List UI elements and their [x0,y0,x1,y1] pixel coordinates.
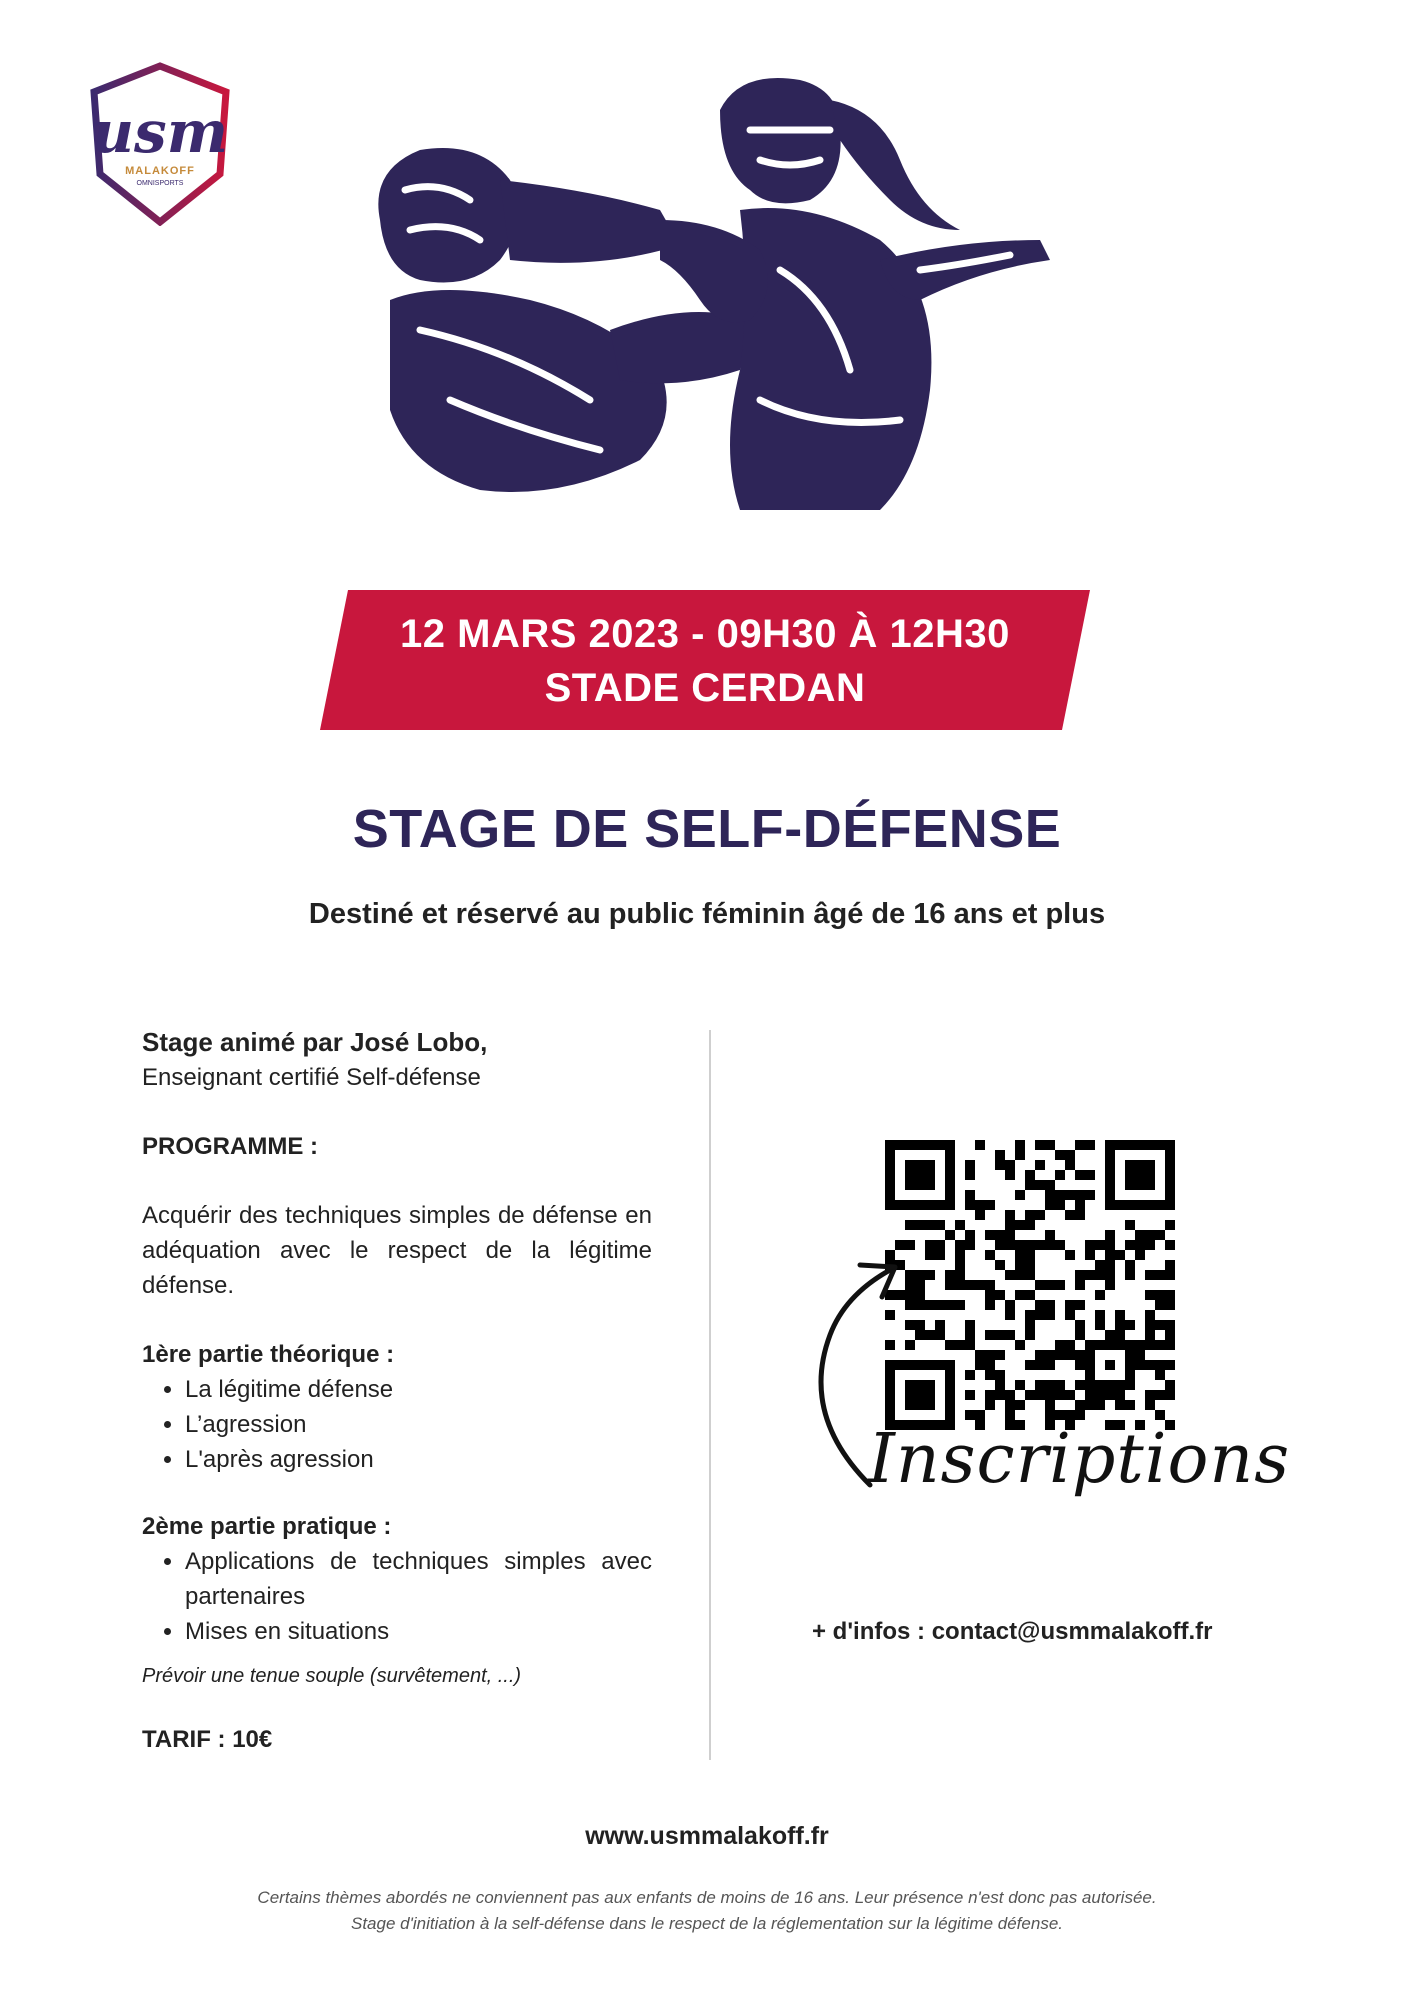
list-item: • Mises en situations [185,1614,652,1649]
programme-column [142,1025,652,1757]
part2-list [142,1544,652,1649]
list-item: • La légitime défense [185,1372,652,1407]
page-title: STAGE DE SELF-DÉFENSE [352,799,1062,859]
programme-label: PROGRAMME : [142,1133,318,1160]
list-item: • L'après agression [185,1442,652,1477]
inscriptions-label: Inscriptions [868,1420,1291,1499]
list-item: • L’agression [185,1407,652,1442]
registration-qr-code[interactable] [885,1140,1175,1430]
clothing-note: Prévoir une tenue souple (survêtement, ...) [142,1665,522,1687]
price: TARIF : 10€ [142,1726,273,1753]
disclaimer [0,1885,1414,1937]
banner-date: 12 MARS 2023 - 09H30 À 12H30 [400,612,1010,656]
date-location-banner [320,590,1090,730]
website-link[interactable]: www.usmmalakoff.fr [585,1822,829,1850]
disclaimer-line-2: Stage d'initiation à la self-défense dans le respect de la réglementation sur la légitime défense. [350,1914,1063,1933]
coach-heading: Stage animé par José Lobo, [142,1027,488,1057]
logo-text: usm [91,98,229,166]
part2-title: 2ème partie pratique : [142,1513,392,1540]
list-item: • Applications de techniques simples avec partenaires [185,1544,652,1614]
column-divider [709,1030,711,1760]
page-subtitle: Destiné et réservé au public féminin âgé de 16 ans et plus [308,898,1106,930]
self-defense-illustration [360,70,1080,540]
contact-info[interactable]: + d'infos : contact@usmmalakoff.fr [812,1618,1213,1645]
coach-role: Enseignant certifié Self-défense [142,1064,481,1091]
part1-list [142,1372,652,1477]
part1-title: 1ère partie théorique : [142,1341,395,1368]
disclaimer-line-1: Certains thèmes abordés ne conviennent pas aux enfants de moins de 16 ans. Leur présence n'est donc pas autorisée. [257,1888,1157,1907]
club-logo [90,62,230,226]
logo-subtext: MALAKOFF [125,165,195,177]
logo-subsubtext: OMNISPORTS [136,180,184,187]
programme-intro: Acquérir des techniques simples de défense en adéquation avec le respect de la légitime défense. [142,1202,652,1299]
banner-location: STADE CERDAN [544,666,866,710]
